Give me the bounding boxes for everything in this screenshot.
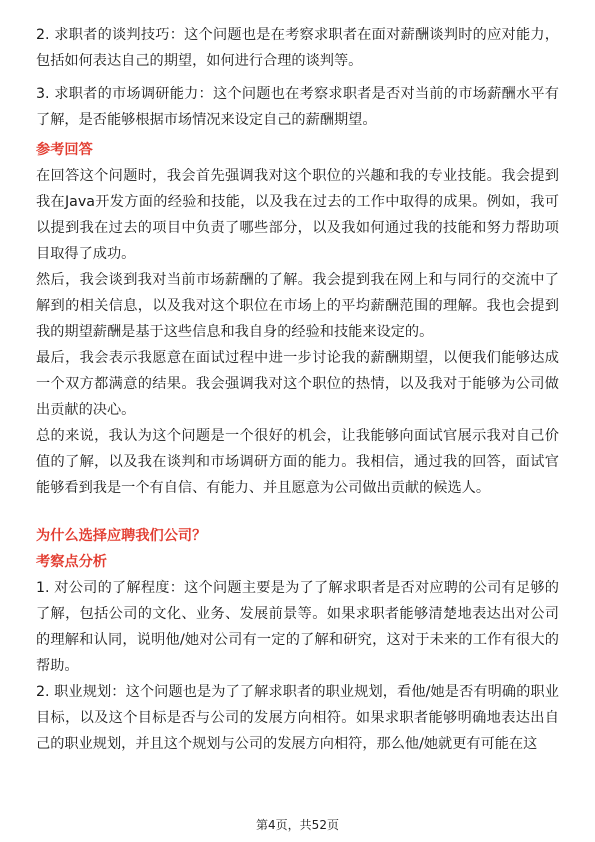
question-heading: 为什么选择应聘我们公司？	[36, 528, 207, 544]
answer-paragraph: 最后，我会表示我愿意在面试过程中进一步讨论我的薪酬期望，以便我们能够达成一个双方都满意的结果。我会强调我对这个职位的热情，以及我对于能够为公司做出贡献的决心。	[36, 350, 559, 418]
point-market-research: 3. 求职者的市场调研能力：这个问题也在考察求职者是否对当前的市场薪酬水平有了解，是否能够根据市场情况来设定自己的薪酬期望。	[36, 86, 559, 128]
point-company-knowledge: 1. 对公司的了解程度：这个问题主要是为了了解求职者是否对应聘的公司有足够的了解，包括公司的文化、业务、发展前景等。如果求职者能够清楚地表达出对公司的理解和认同，说明他/她对公司有一定的了解和研究，这对于未来的工作有很大的帮助。	[36, 580, 559, 674]
answer-paragraph: 然后，我会谈到我对当前市场薪酬的了解。我会提到我在网上和与同行的交流中了解到的相关信息，以及我对这个职位在市场上的平均薪酬范围的理解。我也会提到我的期望薪酬是基于这些信息和我自身的经验和技能来设定的。	[36, 272, 559, 340]
answer-paragraph: 在回答这个问题时，我会首先强调我对这个职位的兴趣和我的专业技能。我会提到我在Java开发方面的经验和技能，以及我在过去的工作中取得的成果。例如，我可以提到我在过去的项目中负责了哪些部分，以及我如何通过我的技能和努力帮助项目取得了成功。	[36, 168, 559, 262]
point-negotiation-skills: 2. 求职者的谈判技巧：这个问题也是在考察求职者在面对薪酬谈判时的应对能力，包括如何表达自己的期望，如何进行合理的谈判等。	[36, 27, 559, 69]
document-page	[36, 22, 559, 757]
answer-heading: 参考回答	[36, 142, 93, 158]
page-number: 第4页，共52页	[256, 818, 339, 832]
point-career-plan: 2. 职业规划：这个问题也是为了了解求职者的职业规划，看他/她是否有明确的职业目标，以及这个目标是否与公司的发展方向相符。如果求职者能够明确地表达出自己的职业规划，并且这个规划与公司的发展方向相符，那么他/她就更有可能在这	[36, 684, 559, 752]
answer-paragraph: 总的来说，我认为这个问题是一个很好的机会，让我能够向面试官展示我对自己价值的了解，以及我在谈判和市场调研方面的能力。我相信，通过我的回答，面试官能够看到我是一个有自信、有能力、并且愿意为公司做出贡献的候选人。	[36, 428, 559, 496]
analysis-heading: 考察点分析	[36, 554, 107, 570]
